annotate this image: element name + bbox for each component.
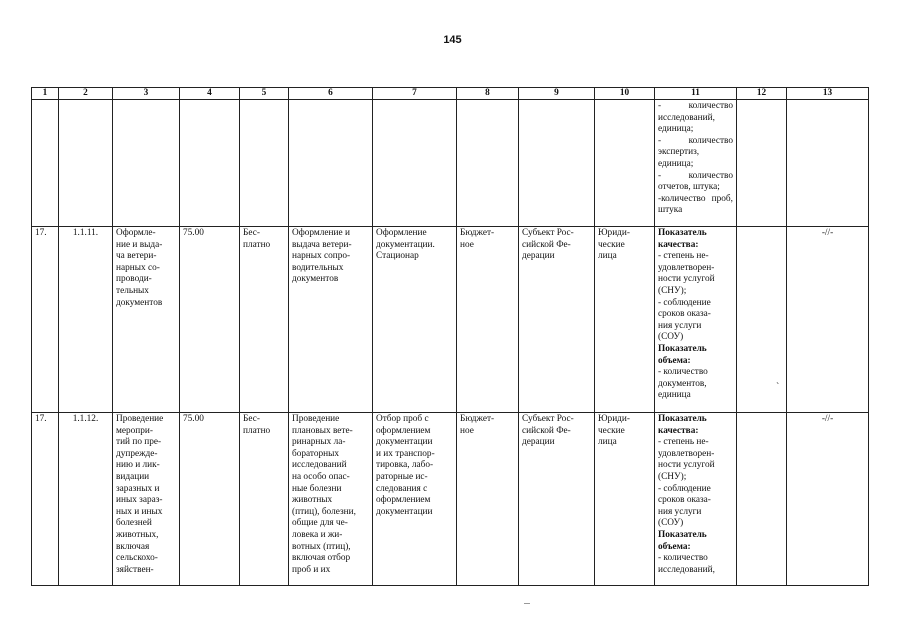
cell-empty — [113, 100, 180, 227]
text-line: оформлением — [376, 495, 431, 506]
text-line: Оформление и — [292, 228, 350, 238]
text-line: оформлением — [376, 425, 431, 436]
scan-artifact — [524, 603, 530, 604]
services-table — [31, 87, 869, 586]
text-line: лица — [598, 437, 617, 448]
cell-okved: 75.00 — [180, 227, 240, 413]
quality-indicator-list — [658, 251, 733, 344]
text-line: исследований, — [658, 564, 715, 575]
cell-content — [289, 227, 373, 413]
text-line: Юриди- — [598, 414, 630, 424]
text-line: сийской Фе- — [522, 239, 571, 250]
text-line: сроков оказа- — [658, 309, 711, 320]
text-line: документации — [376, 437, 433, 448]
cell-indicators — [655, 227, 737, 413]
cell-okved: 75.00 — [180, 413, 240, 586]
text-line: ние и выда- — [116, 239, 163, 250]
text-line: нарных сопро- — [292, 251, 351, 262]
col-header: 10 — [595, 88, 655, 100]
text-line: ности услугой — [658, 460, 715, 471]
quality-indicator-title: Показатель качества: — [658, 414, 707, 436]
text-line: включая — [116, 541, 150, 552]
cell-consumers — [595, 227, 655, 413]
text-line: (СНУ); — [658, 471, 687, 482]
col-header: 6 — [289, 88, 373, 100]
text-line: сийской Фе- — [522, 425, 571, 436]
text-line: Юриди- — [598, 228, 630, 238]
col-header: 11 — [655, 88, 737, 100]
text-line: документов — [292, 274, 339, 285]
text-line: ния услуги — [658, 506, 702, 517]
text-line: сроков оказа- — [658, 495, 711, 506]
text-line: ное — [460, 425, 474, 436]
text-line: ное — [460, 239, 474, 250]
text-line: - количество отчетов, штука; — [658, 170, 733, 193]
text-line: - соблюдение — [658, 483, 711, 494]
text-line: животных, — [116, 529, 159, 540]
stray-mark: ` — [776, 382, 780, 393]
col-header: 2 — [59, 88, 113, 100]
text-line: -количество проб, штука — [658, 193, 733, 216]
text-line: - количество исследований, единица; — [658, 101, 733, 135]
text-line: нию и лик- — [116, 460, 160, 471]
text-line: удовлетворен- — [658, 448, 715, 459]
text-line: животных — [292, 495, 333, 506]
table-row-continued — [32, 100, 869, 227]
text-line: лица — [598, 251, 617, 262]
text-line: платно — [243, 425, 271, 436]
table-row — [32, 227, 869, 413]
text-line: - степень не- — [658, 251, 709, 262]
text-line: сельскохо- — [116, 553, 158, 564]
text-line: Бес- — [243, 414, 260, 424]
cell-consumers — [595, 413, 655, 586]
text-line: плановых вете- — [292, 425, 353, 436]
cell-payment — [240, 413, 289, 586]
cell-code: 1.1.11. — [59, 227, 113, 413]
text-line: ча ветери- — [116, 251, 157, 262]
cell-empty — [457, 100, 519, 227]
text-line: болезней — [116, 518, 152, 529]
cell-conditions — [373, 227, 457, 413]
text-line: Субъект Рос- — [522, 414, 574, 424]
text-line: ловека и жи- — [292, 529, 343, 540]
cell-empty — [289, 100, 373, 227]
text-line: заразных и — [116, 483, 160, 494]
col-header: 5 — [240, 88, 289, 100]
cell-ditto: -//- — [787, 413, 869, 586]
col-header: 9 — [519, 88, 595, 100]
text-line: бораторных — [292, 448, 340, 459]
text-line: - соблюдение — [658, 297, 711, 308]
cell-service-name — [113, 413, 180, 586]
cell-empty — [240, 100, 289, 227]
quality-indicator-title: Показатель качества: — [658, 228, 707, 250]
text-line: - количество экспертиз, единица; — [658, 135, 733, 169]
text-line: раторные ис- — [376, 471, 428, 482]
text-line: дупрежде- — [116, 448, 158, 459]
cell-empty — [519, 100, 595, 227]
text-line: зяйствен- — [116, 564, 154, 575]
text-line: исследований — [292, 460, 347, 471]
quality-indicator-list — [658, 437, 733, 530]
text-line: ных и иных — [116, 506, 163, 517]
cell-indicators — [655, 413, 737, 586]
volume-indicator-title: Показатель объема: — [658, 343, 707, 366]
cell-service-name — [113, 227, 180, 413]
cell-number: 17. — [32, 413, 59, 586]
text-line: Оформле- — [116, 228, 156, 238]
cell-empty — [595, 100, 655, 227]
text-line: ные болезни — [292, 483, 342, 494]
col-header: 3 — [113, 88, 180, 100]
text-line: тировка, лабо- — [376, 460, 434, 471]
cell-number: 17. — [32, 227, 59, 413]
text-line: (птиц), болезни, — [292, 506, 356, 517]
text-line: ности услугой — [658, 274, 715, 285]
text-line: Бюджет- — [460, 228, 495, 238]
text-line: следования с — [376, 483, 428, 494]
text-line: Бюджет- — [460, 414, 495, 424]
text-line: единица — [658, 390, 691, 401]
col-header: 13 — [787, 88, 869, 100]
header-row — [32, 88, 869, 100]
text-line: - количество — [658, 553, 708, 564]
text-line: документов, — [658, 378, 707, 389]
text-line: водительных — [292, 262, 344, 273]
text-line: тельных — [116, 285, 149, 296]
text-line: нарных со- — [116, 262, 160, 273]
cell-empty — [737, 100, 787, 227]
text-line: тий по пре- — [116, 437, 162, 448]
cell-empty — [59, 100, 113, 227]
cell-empty — [373, 100, 457, 227]
text-line: Оформление — [376, 228, 427, 238]
cell-payment — [240, 227, 289, 413]
text-line: (СОУ) — [658, 332, 684, 343]
text-line: видации — [116, 471, 150, 482]
text-line: ческие — [598, 239, 625, 250]
text-line: (СОУ) — [658, 518, 684, 529]
cell-empty — [737, 413, 787, 586]
cell-volume-indicators — [655, 100, 737, 227]
text-line: Бес- — [243, 228, 260, 238]
cell-authority — [519, 413, 595, 586]
col-header: 12 — [737, 88, 787, 100]
text-line: документов — [116, 297, 163, 308]
text-line: ческие — [598, 425, 625, 436]
cell-authority — [519, 227, 595, 413]
text-line: Субъект Рос- — [522, 228, 574, 238]
cell-code: 1.1.12. — [59, 413, 113, 586]
cell-empty — [180, 100, 240, 227]
text-line: документации — [376, 506, 433, 517]
text-line: и их транспор- — [376, 448, 435, 459]
text-line: включая отбор — [292, 553, 351, 564]
volume-indicator-list — [658, 367, 733, 402]
cell-conditions — [373, 413, 457, 586]
text-line: ния услуги — [658, 320, 702, 331]
text-line: меропри- — [116, 425, 154, 436]
page-number: 145 — [443, 34, 462, 46]
cell-institution-type — [457, 413, 519, 586]
text-line: выдача ветери- — [292, 239, 352, 250]
col-header: 1 — [32, 88, 59, 100]
text-line: вотных (птиц), — [292, 541, 351, 552]
cell-content — [289, 413, 373, 586]
text-line: Отбор проб с — [376, 414, 429, 424]
text-line: дерации — [522, 437, 555, 448]
text-line: - количество — [658, 367, 708, 378]
cell-institution-type — [457, 227, 519, 413]
text-line: (СНУ); — [658, 285, 687, 296]
text-line: документации. — [376, 239, 435, 250]
cell-ditto: -//- — [787, 227, 869, 413]
cell-empty — [787, 100, 869, 227]
text-line: Проведение — [116, 414, 164, 424]
text-line: проб и их — [292, 564, 331, 575]
cell-empty — [32, 100, 59, 227]
text-line: Проведение — [292, 414, 340, 424]
text-line: общие для че- — [292, 518, 348, 529]
col-header: 8 — [457, 88, 519, 100]
text-line: на особо опас- — [292, 471, 350, 482]
text-line: платно — [243, 239, 271, 250]
volume-indicator-list — [658, 553, 733, 576]
text-line: ринарных ла- — [292, 437, 346, 448]
col-header: 4 — [180, 88, 240, 100]
col-header: 7 — [373, 88, 457, 100]
text-line: проводи- — [116, 274, 152, 285]
text-line: удовлетворен- — [658, 262, 715, 273]
text-line: иных зараз- — [116, 495, 163, 506]
text-line: - степень не- — [658, 437, 709, 448]
text-line: Стационар — [376, 251, 419, 262]
table-row — [32, 413, 869, 586]
volume-indicator-title: Показатель объема: — [658, 529, 707, 552]
text-line: дерации — [522, 251, 555, 262]
